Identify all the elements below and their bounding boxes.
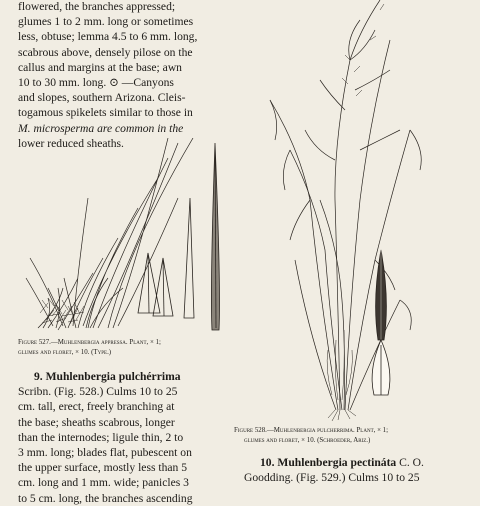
text-line: cm. tall, erect, freely branching at (18, 400, 175, 414)
species-heading: 9. Muhlenbergia pulchérrima (34, 370, 181, 383)
text-line: togamous spikelets similar to those in (18, 106, 193, 120)
figure-527-caption (18, 338, 240, 357)
text-line: scabrous above, densely pilose on the (18, 45, 193, 59)
grass-plant-drawing (18, 138, 240, 338)
text-line: M. microsperma are common in the (18, 121, 184, 135)
text-line: cm. long and 1 mm. wide; panicles 3 (18, 476, 189, 490)
text-line: less, obtuse; lemma 4.5 to 6 mm. long, (18, 30, 198, 44)
text-line: to 5 cm. long, the branches ascending (18, 491, 193, 505)
species-entry-9 (18, 369, 240, 506)
figure-527-illustration (18, 138, 240, 338)
text-line: and slopes, southern Arizona. Cleis- (18, 91, 186, 105)
caption-line: Figure 527.—Muhlenbergia appressa. Plant, × 1; (18, 339, 161, 346)
figure-528-illustration (250, 0, 480, 425)
text-line: Goodding. (Fig. 529.) Culms 10 to 25 (244, 471, 420, 485)
species-heading: 10. Muhlenbergia pectináta (260, 456, 397, 469)
entry-9-heading-line (18, 369, 240, 384)
description-text-block (18, 0, 240, 151)
text-line: glumes 1 to 2 mm. long or sometimes (18, 15, 194, 29)
text-line: lower reduced sheaths. (18, 136, 124, 150)
species-authority: C. O. (396, 456, 424, 469)
text-line: 10 to 30 mm. long. ⊙ —Canyons (18, 76, 174, 90)
entry-10-heading-line (244, 455, 474, 470)
figure-528-caption (234, 426, 474, 445)
text-line: Scribn. (Fig. 528.) Culms 10 to 25 (18, 385, 178, 399)
text-line: the upper surface, mostly less than 5 (18, 461, 188, 475)
caption-line: Figure 528.—Muhlenbergia pulcherrima. Plant, × 1; (234, 427, 389, 434)
grass-plant-drawing (250, 0, 480, 425)
text-line: flowered, the branches appressed; (18, 0, 176, 13)
text-line: 3 mm. long; blades flat, pubescent on (18, 446, 192, 460)
text-line: callus and margins at the base; awn (18, 60, 182, 74)
text-line: than the internodes; ligule thin, 2 to (18, 430, 184, 444)
text-line: the base; sheaths scabrous, longer (18, 415, 175, 429)
caption-line: glumes and floret, × 10. (Type.) (18, 348, 112, 356)
species-entry-10 (244, 455, 474, 485)
caption-line: glumes and floret, × 10. (Schroeder, Ariz.) (244, 436, 371, 444)
